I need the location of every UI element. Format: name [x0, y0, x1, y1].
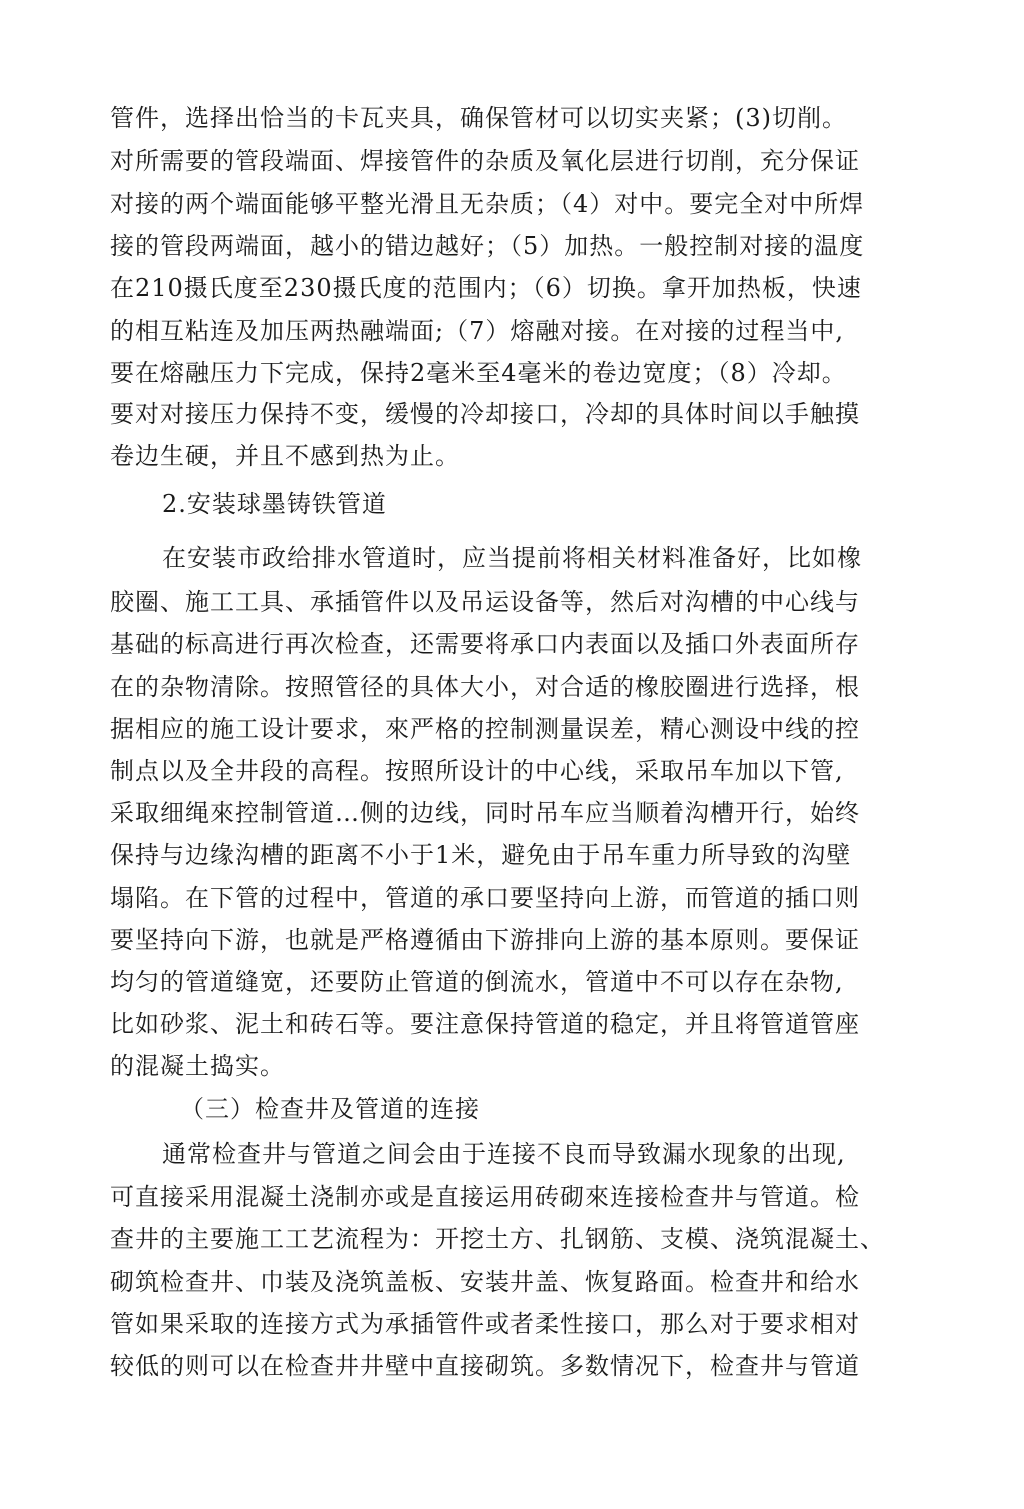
section-heading-inspection-well-connection: （三）检查井及管道的连接 [180, 1095, 480, 1123]
text-line: 卷边生硬，并且不感到热为止。 [110, 442, 460, 470]
text-line: 管如果采取的连接方式为承插管件或者柔性接口，那么对于要求相对 [110, 1310, 860, 1338]
text-line: 管件，选择出恰当的卡瓦夹具，确保管材可以切实夹紧；(3)切削。 [110, 104, 847, 132]
text-line: 要对对接压力保持不变，缓慢的冷却接口，冷却的具体时间以手触摸 [110, 400, 860, 428]
text-line: 胶圈、施工工具、承插管件以及吊运设备等，然后对沟槽的中心线与 [110, 588, 860, 616]
text-line: 采取细绳來控制管道…侧的边线，同时吊车应当顺着沟槽开行，始终 [110, 799, 860, 827]
text-line: 塌陷。在下管的过程中，管道的承口要坚持向上游，而管道的插口则 [110, 884, 860, 912]
text-line: 的相互粘连及加压两热融端面;（7）熔融对接。在对接的过程当中, [110, 317, 844, 345]
text-line: 要坚持向下游，也就是严格遵循由下游排向上游的基本原则。要保证 [110, 926, 860, 954]
text-line: 据相应的施工设计要求，來严格的控制测量误差，精心测设中线的控 [110, 715, 860, 743]
text-line: 对接的两个端面能够平整光滑且无杂质；（4）对中。要完全对中所焊 [110, 190, 865, 218]
text-line: 均匀的管道缝宽，还要防止管道的倒流水，管道中不可以存在杂物, [110, 968, 844, 996]
text-line: 比如砂浆、泥土和砖石等。要注意保持管道的稳定，并且将管道管座 [110, 1010, 860, 1038]
text-line: 在安装市政给排水管道时，应当提前将相关材料准备好，比如橡 [162, 544, 862, 572]
text-line: 通常检查井与管道之间会由于连接不良而导致漏水现象的出现, [162, 1140, 846, 1168]
text-line: 制点以及全井段的高程。按照所设计的中心线，采取吊车加以下管, [110, 757, 844, 785]
text-line: 接的管段两端面，越小的错边越好；（5）加热。一般控制对接的温度 [110, 232, 865, 260]
text-line: 基础的标高进行再次检查，还需要将承口内表面以及插口外表面所存 [110, 630, 860, 658]
text-line: 的混凝土捣实。 [110, 1052, 285, 1080]
text-line: 较低的则可以在检查井井壁中直接砌筑。多数情况下，检查井与管道 [110, 1352, 860, 1380]
text-line: 对所需要的管段端面、焊接管件的杂质及氧化层进行切削，充分保证 [110, 147, 860, 175]
text-line: 保持与边缘沟槽的距离不小于1米，避免由于吊车重力所导致的沟壁 [110, 841, 852, 869]
text-line: 要在熔融压力下完成，保持2毫米至4毫米的卷边宽度；（8）冷却。 [110, 359, 847, 387]
text-line: 在210摄氏度至230摄氏度的范围内；（6）切换。拿开加热板，快速 [110, 274, 862, 302]
text-line: 砌筑检查井、巾装及浇筑盖板、安装井盖、恢复路面。检查井和给水 [110, 1268, 860, 1296]
text-line: 查井的主要施工工艺流程为：开挖土方、扎钢筋、支模、浇筑混凝土、 [110, 1225, 885, 1253]
section-heading-ductile-iron-pipe: 2.安装球墨铸铁管道 [162, 490, 387, 518]
text-line: 可直接采用混凝土浇制亦或是直接运用砖砌來连接检查井与管道。检 [110, 1183, 860, 1211]
text-line: 在的杂物清除。按照管径的具体大小，对合适的橡胶圈进行选择，根 [110, 673, 860, 701]
